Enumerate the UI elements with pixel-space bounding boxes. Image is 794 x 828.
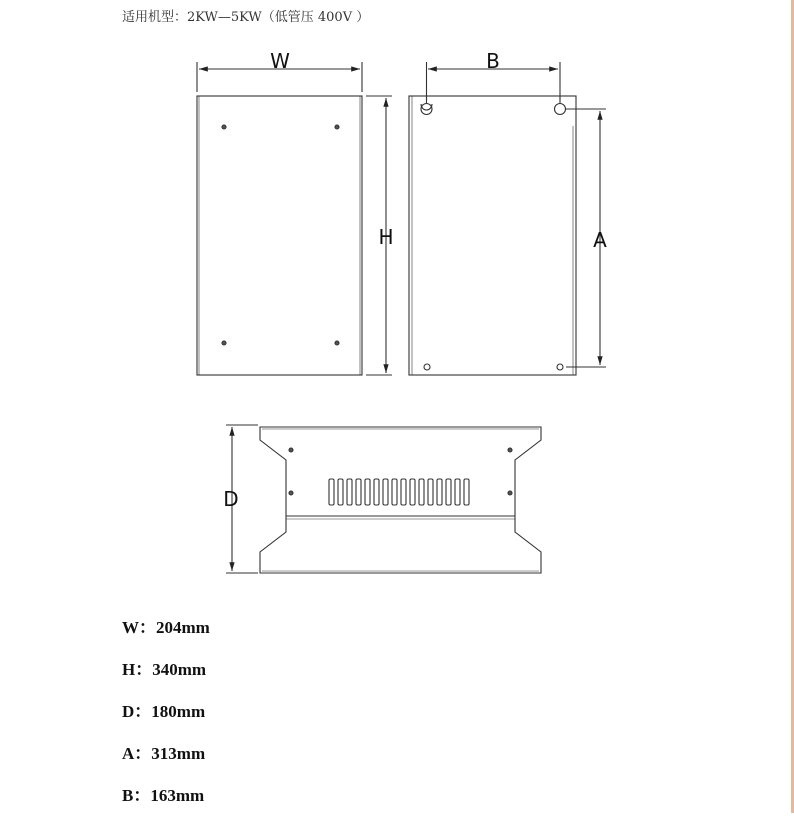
vent-slot [365, 479, 370, 505]
label-b: B [486, 49, 500, 73]
ventilation-slots [329, 479, 469, 505]
vent-slot [437, 479, 442, 505]
vent-slot [410, 479, 415, 505]
vent-slot [455, 479, 460, 505]
spec-separator: ： [135, 660, 153, 679]
vent-slot [446, 479, 451, 505]
screw-hole [289, 491, 293, 495]
keyhole-mount [555, 104, 566, 115]
front-view [197, 96, 362, 375]
screw-hole [335, 125, 339, 129]
spec-value: 180mm [151, 702, 206, 721]
spec-separator: ： [134, 744, 152, 763]
screw-hole [335, 341, 339, 345]
spec-row-b [122, 786, 210, 828]
vent-slot [401, 479, 406, 505]
back-view [409, 96, 576, 375]
applicable-models-caption: 适用机型：2KW—5KW（低管压 400V ） [122, 10, 370, 25]
spec-value: 340mm [152, 660, 207, 679]
vent-slot [383, 479, 388, 505]
top-view [260, 427, 541, 573]
vent-slot [347, 479, 352, 505]
vent-slot [419, 479, 424, 505]
vent-slot [428, 479, 433, 505]
label-h: H [378, 225, 394, 249]
dimension-specs-list [122, 618, 210, 828]
spec-value: 313mm [151, 744, 206, 763]
screw-hole [222, 341, 226, 345]
spec-separator: ： [139, 618, 156, 637]
label-w: W [270, 49, 290, 73]
vent-slot [374, 479, 379, 505]
vent-slot [329, 479, 334, 505]
spec-label: W [122, 618, 139, 637]
spec-label: D [122, 702, 135, 721]
spec-row-h [122, 660, 210, 702]
front-panel-outline [197, 96, 362, 375]
vent-slot [464, 479, 469, 505]
screw-hole [289, 448, 293, 452]
spec-row-w [122, 618, 210, 660]
back-panel-outline [409, 96, 576, 375]
spec-row-d [122, 702, 210, 744]
label-d: D [223, 487, 239, 511]
vent-slot [392, 479, 397, 505]
spec-row-a [122, 744, 210, 786]
spec-separator: ： [133, 786, 151, 805]
spec-label: B [122, 786, 134, 805]
bottom-mount-hole [424, 364, 430, 370]
spec-separator: ： [134, 702, 152, 721]
spec-value: 204mm [156, 618, 210, 637]
label-a: A [593, 228, 607, 252]
screw-hole [222, 125, 226, 129]
screw-hole [508, 491, 512, 495]
spec-value: 163mm [150, 786, 205, 805]
screw-hole [508, 448, 512, 452]
vent-slot [356, 479, 361, 505]
bottom-mount-hole [557, 364, 563, 370]
vent-slot [338, 479, 343, 505]
spec-label: A [122, 744, 135, 763]
spec-label: H [122, 660, 136, 679]
